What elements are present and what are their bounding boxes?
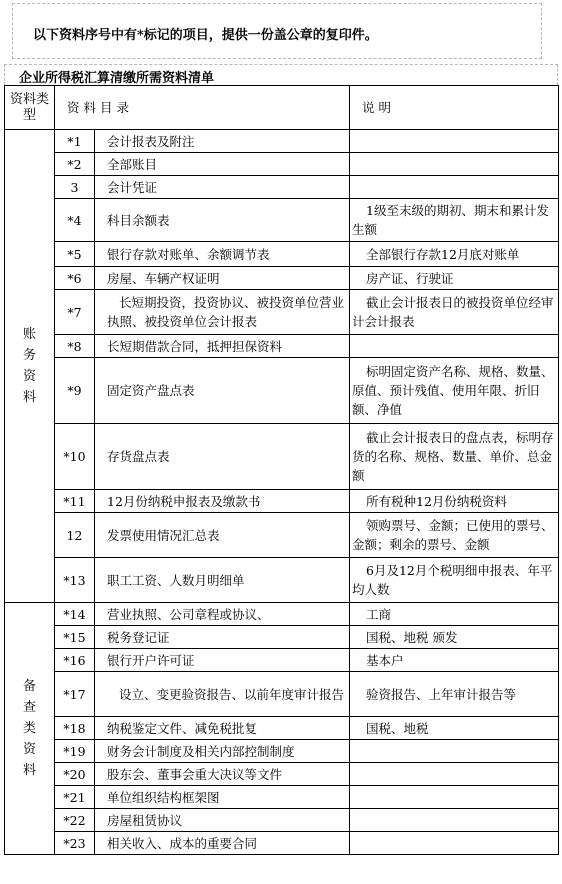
table-row — [5, 513, 559, 558]
row-description — [350, 335, 559, 358]
row-number: 12 — [55, 513, 95, 558]
row-description: 工商 — [350, 603, 559, 626]
row-number: *5 — [55, 242, 95, 267]
row-number: *15 — [55, 626, 95, 649]
row-number: *18 — [55, 717, 95, 740]
row-description: 基本户 — [350, 649, 559, 672]
row-description — [350, 786, 559, 809]
row-number: *17 — [55, 672, 95, 717]
row-item: 固定资产盘点表 — [95, 358, 350, 424]
row-item: 银行开户许可证 — [95, 649, 350, 672]
row-description — [350, 153, 559, 176]
row-number: *22 — [55, 809, 95, 832]
table-row — [5, 832, 559, 855]
row-number: *11 — [55, 490, 95, 513]
table-row — [5, 153, 559, 176]
row-item: 会计报表及附注 — [95, 130, 350, 153]
row-description — [350, 809, 559, 832]
table-header-row — [5, 86, 559, 130]
row-number: *7 — [55, 290, 95, 335]
row-number: *9 — [55, 358, 95, 424]
row-number: *13 — [55, 558, 95, 603]
row-description: 领购票号、金额；已使用的票号、金额；剩余的票号、金额 — [350, 513, 559, 558]
copy-requirement-note: 以下资料序号中有*标记的项目，提供一份盖公章的复印件。 — [33, 28, 378, 43]
row-item: 科目余额表 — [95, 199, 350, 242]
table-row — [5, 626, 559, 649]
row-item: 全部账目 — [95, 153, 350, 176]
row-number: *23 — [55, 832, 95, 855]
row-description — [350, 176, 559, 199]
table-row — [5, 603, 559, 626]
row-description: 国税、地税 — [350, 717, 559, 740]
header-item: 资料目录 — [55, 86, 350, 130]
category-account: 账务资料 — [5, 130, 55, 603]
row-item: 会计凭证 — [95, 176, 350, 199]
row-description: 全部银行存款12月底对账单 — [350, 242, 559, 267]
row-description — [350, 130, 559, 153]
table-row — [5, 649, 559, 672]
row-description: 房产证、行驶证 — [350, 267, 559, 290]
row-item: 银行存款对账单、余额调节表 — [95, 242, 350, 267]
row-item: 长短期投资，投资协议、被投资单位营业执照、被投资单位会计报表 — [95, 290, 350, 335]
row-number: *8 — [55, 335, 95, 358]
header-category: 资料类型 — [5, 86, 55, 130]
table-row — [5, 717, 559, 740]
row-description — [350, 763, 559, 786]
table-row — [5, 335, 559, 358]
row-item: 财务会计制度及相关内部控制制度 — [95, 740, 350, 763]
row-description: 国税、地税 颁发 — [350, 626, 559, 649]
row-item: 职工工资、人数月明细单 — [95, 558, 350, 603]
row-description — [350, 740, 559, 763]
row-number: *19 — [55, 740, 95, 763]
row-item: 房屋、车辆产权证明 — [95, 267, 350, 290]
row-number: *6 — [55, 267, 95, 290]
row-description: 6月及12月个税明细申报表、年平均人数 — [350, 558, 559, 603]
row-item: 税务登记证 — [95, 626, 350, 649]
table-row — [5, 740, 559, 763]
row-number: *16 — [55, 649, 95, 672]
row-item: 股东会、董事会重大决议等文件 — [95, 763, 350, 786]
table-row — [5, 199, 559, 242]
table-row — [5, 763, 559, 786]
row-item: 发票使用情况汇总表 — [95, 513, 350, 558]
row-description: 截止会计报表日的盘点表，标明存货的名称、规格、数量、单价、总金额 — [350, 424, 559, 490]
materials-table — [4, 85, 559, 855]
header-description: 说明 — [350, 86, 559, 130]
category-reference: 备查类资料 — [5, 603, 55, 855]
row-number: *14 — [55, 603, 95, 626]
row-description: 标明固定资产名称、规格、数量、原值、预计残值、使用年限、折旧额、净值 — [350, 358, 559, 424]
row-number: *1 — [55, 130, 95, 153]
row-item: 12月份纳税申报表及缴款书 — [95, 490, 350, 513]
row-item: 相关收入、成本的重要合同 — [95, 832, 350, 855]
row-number: *4 — [55, 199, 95, 242]
table-row — [5, 490, 559, 513]
table-row — [5, 786, 559, 809]
row-item: 房屋租赁协议 — [95, 809, 350, 832]
row-item: 单位组织结构框架图 — [95, 786, 350, 809]
row-number: 3 — [55, 176, 95, 199]
row-item: 存货盘点表 — [95, 424, 350, 490]
table-row — [5, 176, 559, 199]
table-row — [5, 290, 559, 335]
table-row — [5, 672, 559, 717]
row-item: 纳税鉴定文件、减免税批复 — [95, 717, 350, 740]
table-row — [5, 809, 559, 832]
row-description — [350, 832, 559, 855]
row-description: 1级至末级的期初、期末和累计发生额 — [350, 199, 559, 242]
row-item: 营业执照、公司章程或协议、 — [95, 603, 350, 626]
table-row — [5, 267, 559, 290]
row-number: *2 — [55, 153, 95, 176]
table-row — [5, 130, 559, 153]
row-description: 验资报告、上年审计报告等 — [350, 672, 559, 717]
table-row — [5, 358, 559, 424]
row-number: *10 — [55, 424, 95, 490]
row-description: 截止会计报表日的被投资单位经审计会计报表 — [350, 290, 559, 335]
table-row — [5, 242, 559, 267]
table-row — [5, 558, 559, 603]
row-item: 设立、变更验资报告、以前年度审计报告 — [95, 672, 350, 717]
table-row — [5, 424, 559, 490]
row-number: *20 — [55, 763, 95, 786]
page-title: 企业所得税汇算清缴所需资料清单 — [19, 71, 215, 86]
row-item: 长短期借款合同，抵押担保资料 — [95, 335, 350, 358]
row-description: 所有税种12月份纳税资料 — [350, 490, 559, 513]
title-box — [4, 64, 558, 85]
note-box — [12, 3, 542, 59]
row-number: *21 — [55, 786, 95, 809]
